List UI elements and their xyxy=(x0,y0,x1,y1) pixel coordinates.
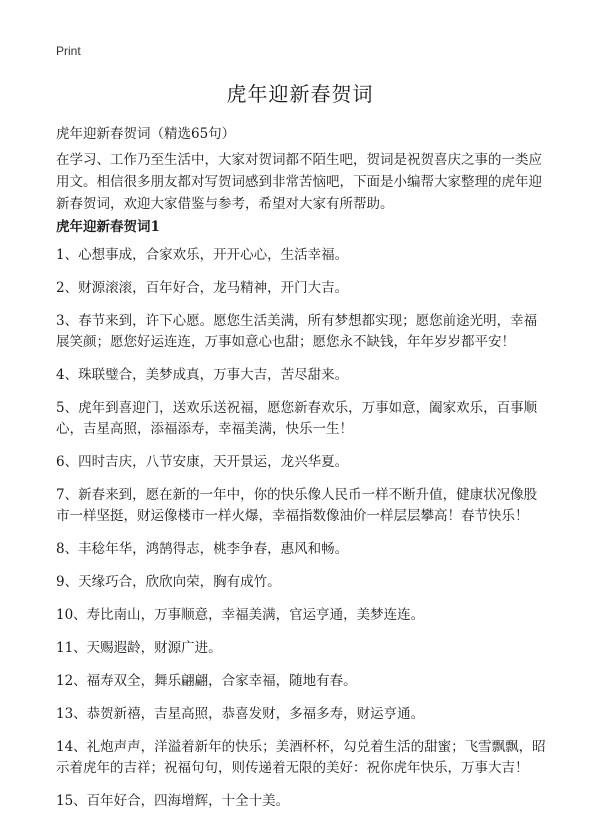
wish-item: 5、虎年到喜迎门，送欢乐送祝福，愿您新春欢乐，万事如意，阖家欢乐，百事顺心，吉星高照，添福添寿，幸福美满，快乐一生！ xyxy=(56,400,538,437)
wish-item: 12、福寿双全，舞乐翩翩，合家幸福，随地有春。 xyxy=(56,673,357,689)
print-link[interactable]: Print xyxy=(56,44,81,58)
wish-item: 15、百年好合，四海增辉，十全十美。 xyxy=(56,793,290,809)
wish-item: 8、丰稔年华，鸿鹄得志，桃李争春，惠风和畅。 xyxy=(56,541,349,557)
wish-item: 3、春节来到，许下心愿。愿您生活美满，所有梦想都实现；愿您前途光明，幸福展笑颜；愿您好运连连，万事如意心也甜；愿您永不缺钱，年年岁岁都平安！ xyxy=(56,313,538,350)
section-heading: 虎年迎新春贺词1 xyxy=(56,219,160,235)
wish-item: 6、四时吉庆，八节安康，天开景运，龙兴华夏。 xyxy=(56,454,349,470)
wish-item: 14、礼炮声声，洋溢着新年的快乐；美酒杯杯，勾兑着生活的甜蜜；飞雪飘飘，昭示着虎年的吉祥；祝福句句，则传递着无限的美好：祝你虎年快乐，万事大吉！ xyxy=(56,739,546,776)
wish-item: 1、心想事成，合家欢乐，开开心心，生活幸福。 xyxy=(56,247,349,263)
wish-item: 2、财源滚滚，百年好合，龙马精神，开门大吉。 xyxy=(56,280,349,296)
wish-list xyxy=(56,245,548,824)
wish-item: 9、天缘巧合，欣欣向荣，胸有成竹。 xyxy=(56,574,281,590)
wish-item: 13、恭贺新禧，吉星高照，恭喜发财，多福多寿，财运亨通。 xyxy=(56,706,425,722)
wish-item: 11、天赐遐龄，财源广进。 xyxy=(56,640,222,656)
wish-item: 10、寿比南山，万事顺意，幸福美满，官运亨通，美梦连连。 xyxy=(56,607,425,623)
intro-paragraph: 在学习、工作乃至生活中，大家对贺词都不陌生吧，贺词是祝贺喜庆之事的一类应用文。相信很多朋友都对写贺词感到非常苦恼吧，下面是小编帮大家整理的虎年迎新春贺词，欢迎大家借鉴与参考，希望对大家有所帮助。 xyxy=(56,152,542,212)
wish-item: 4、珠联璧合，美梦成真，万事大吉，苦尽甜来。 xyxy=(56,367,349,383)
page-title: 虎年迎新春贺词 xyxy=(226,82,374,106)
wish-item: 7、新春来到，愿在新的一年中，你的快乐像人民币一样不断升值，健康状况像股市一样坚挺，财运像楼市一样火爆，幸福指数像油价一样层层攀高！春节快乐！ xyxy=(56,487,538,524)
subtitle: 虎年迎新春贺词（精选65句） xyxy=(56,126,236,142)
